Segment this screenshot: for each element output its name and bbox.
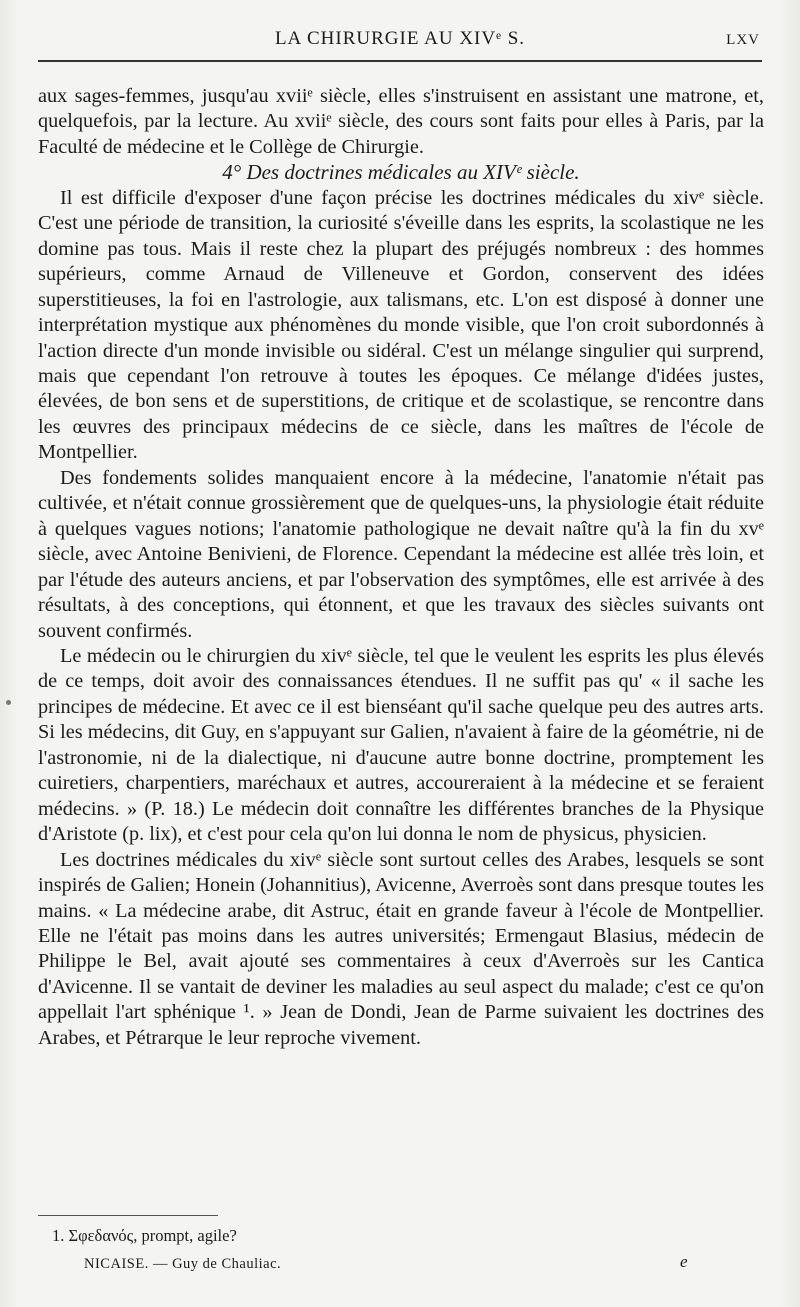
signature-line: NICAISE. — Guy de Chauliac.	[84, 1256, 282, 1272]
footnote-rule	[38, 1215, 218, 1216]
section-heading: 4° Des doctrines médicales au XIVᵉ siècle.	[222, 160, 580, 185]
running-head	[38, 28, 762, 58]
footnote: 1. Σφεδανός, prompt, agile?	[52, 1226, 237, 1245]
paragraph-3: Des fondements solides manquaient encore à la médecine, l'anatomie n'était pas cultivée, et n'était connue grossièrement que de quelques-uns, la physiologie était réduite à quelques vagues notions; l'anatomie pathologique ne devait naître qu'à la fin du xvᵉ siècle, avec Antoine Benivieni, de Florence. Cependant la médecine est allée très loin, et par l'étude des auteurs anciens, et par l'observation des symptômes, elle est arrivée à des résultats, à des conceptions, qui étonnent, et que les travaux des siècles suivants ont souvent confirmés.	[38, 466, 764, 642]
header-rule	[38, 60, 762, 62]
paragraph-4: Le médecin ou le chirurgien du xivᵉ siècle, tel que le veulent les esprits les plus élevés de ce temps, doit avoir des connaissances étendues. Il ne suffit pas qu' « il sache les principes de médecine. Et avec ce il est bienséant qu'il sache quelque peu des autres arts. Si les médecins, dit Guy, en s'appuyant sur Galien, n'avaient à faire de la géométrie, ni de l'astronomie, ni de la dialectique, ni d'aucune autre bonne doctrine, promptement les cuiretiers, charpentiers, maréchaux et autres, accoureraient à la médecine et se feraient médecins. » (P. 18.) Le médecin doit connaître les différentes branches de la Physique d'Aristote (p. lix), et c'est pour cela qu'on lui donna le nom de physicus, physicien.	[38, 644, 764, 846]
running-title: LA CHIRURGIE AU XIVᵉ S.	[274, 28, 526, 49]
paragraph-5: Les doctrines médicales du xivᵉ siècle sont surtout celles des Arabes, lesquels se sont inspirés de Galien; Honein (Johannitius), Avicenne, Averroès sont dans presque toutes les mains. « La médecine arabe, dit Astruc, était en grande faveur à l'école de Montpellier. Elle ne l'était pas moins dans les autres universités; Ermengaut Blasius, médecin de Philippe le Bel, avait ajouté ses commentaires à ceux d'Averroès sur les Cantica d'Avicenne. Il se vantait de deviner les maladies au seul aspect du malade; c'est ce qu'on appellait l'art sphénique ¹. » Jean de Dondi, Jean de Parme suivaient les doctrines des Arabes, et Pétrarque le leur reproche vivement.	[38, 848, 764, 1049]
body-text	[38, 84, 764, 1051]
scan-speck	[6, 700, 11, 705]
paragraph-2: Il est difficile d'exposer d'une façon précise les doctrines médicales du xivᵉ siècle. C'est une période de transition, la curiosité s'éveille dans les esprits, la scolastique ne les domine pas tous. Mais il reste chez la plupart des préjugés nombreux : des hommes supérieurs, comme Arnaud de Villeneuve et Gordon, conservent des idées superstitieuses, la foi en l'astrologie, aux talismans, etc. L'on est disposé à donner une interprétation mystique aux phénomènes du monde visible, que l'on croit subordonnés à l'action directe d'un monde invisible ou sidéral. C'est un mélange singulier qui surprend, mais que cependant l'on retrouve à toutes les époques. Ce mélange d'idées justes, élevées, de bon sens et de superstitions, de critique et de scolastique, se rencontre dans les œuvres des principaux médecins de ce siècle, dans les maîtres de l'école de Montpellier.	[38, 186, 764, 464]
page-number: LXV	[726, 32, 760, 48]
sheet-mark: e	[680, 1252, 688, 1271]
paragraph-1: aux sages-femmes, jusqu'au xviiᵉ siècle, elles s'instruisent en assistant une matrone, et, quelquefois, par la lecture. Au xviiᵉ siècle, des cours sont faits pour elles à Paris, par la Faculté de médecine et le Collège de Chirurgie.	[38, 85, 764, 158]
